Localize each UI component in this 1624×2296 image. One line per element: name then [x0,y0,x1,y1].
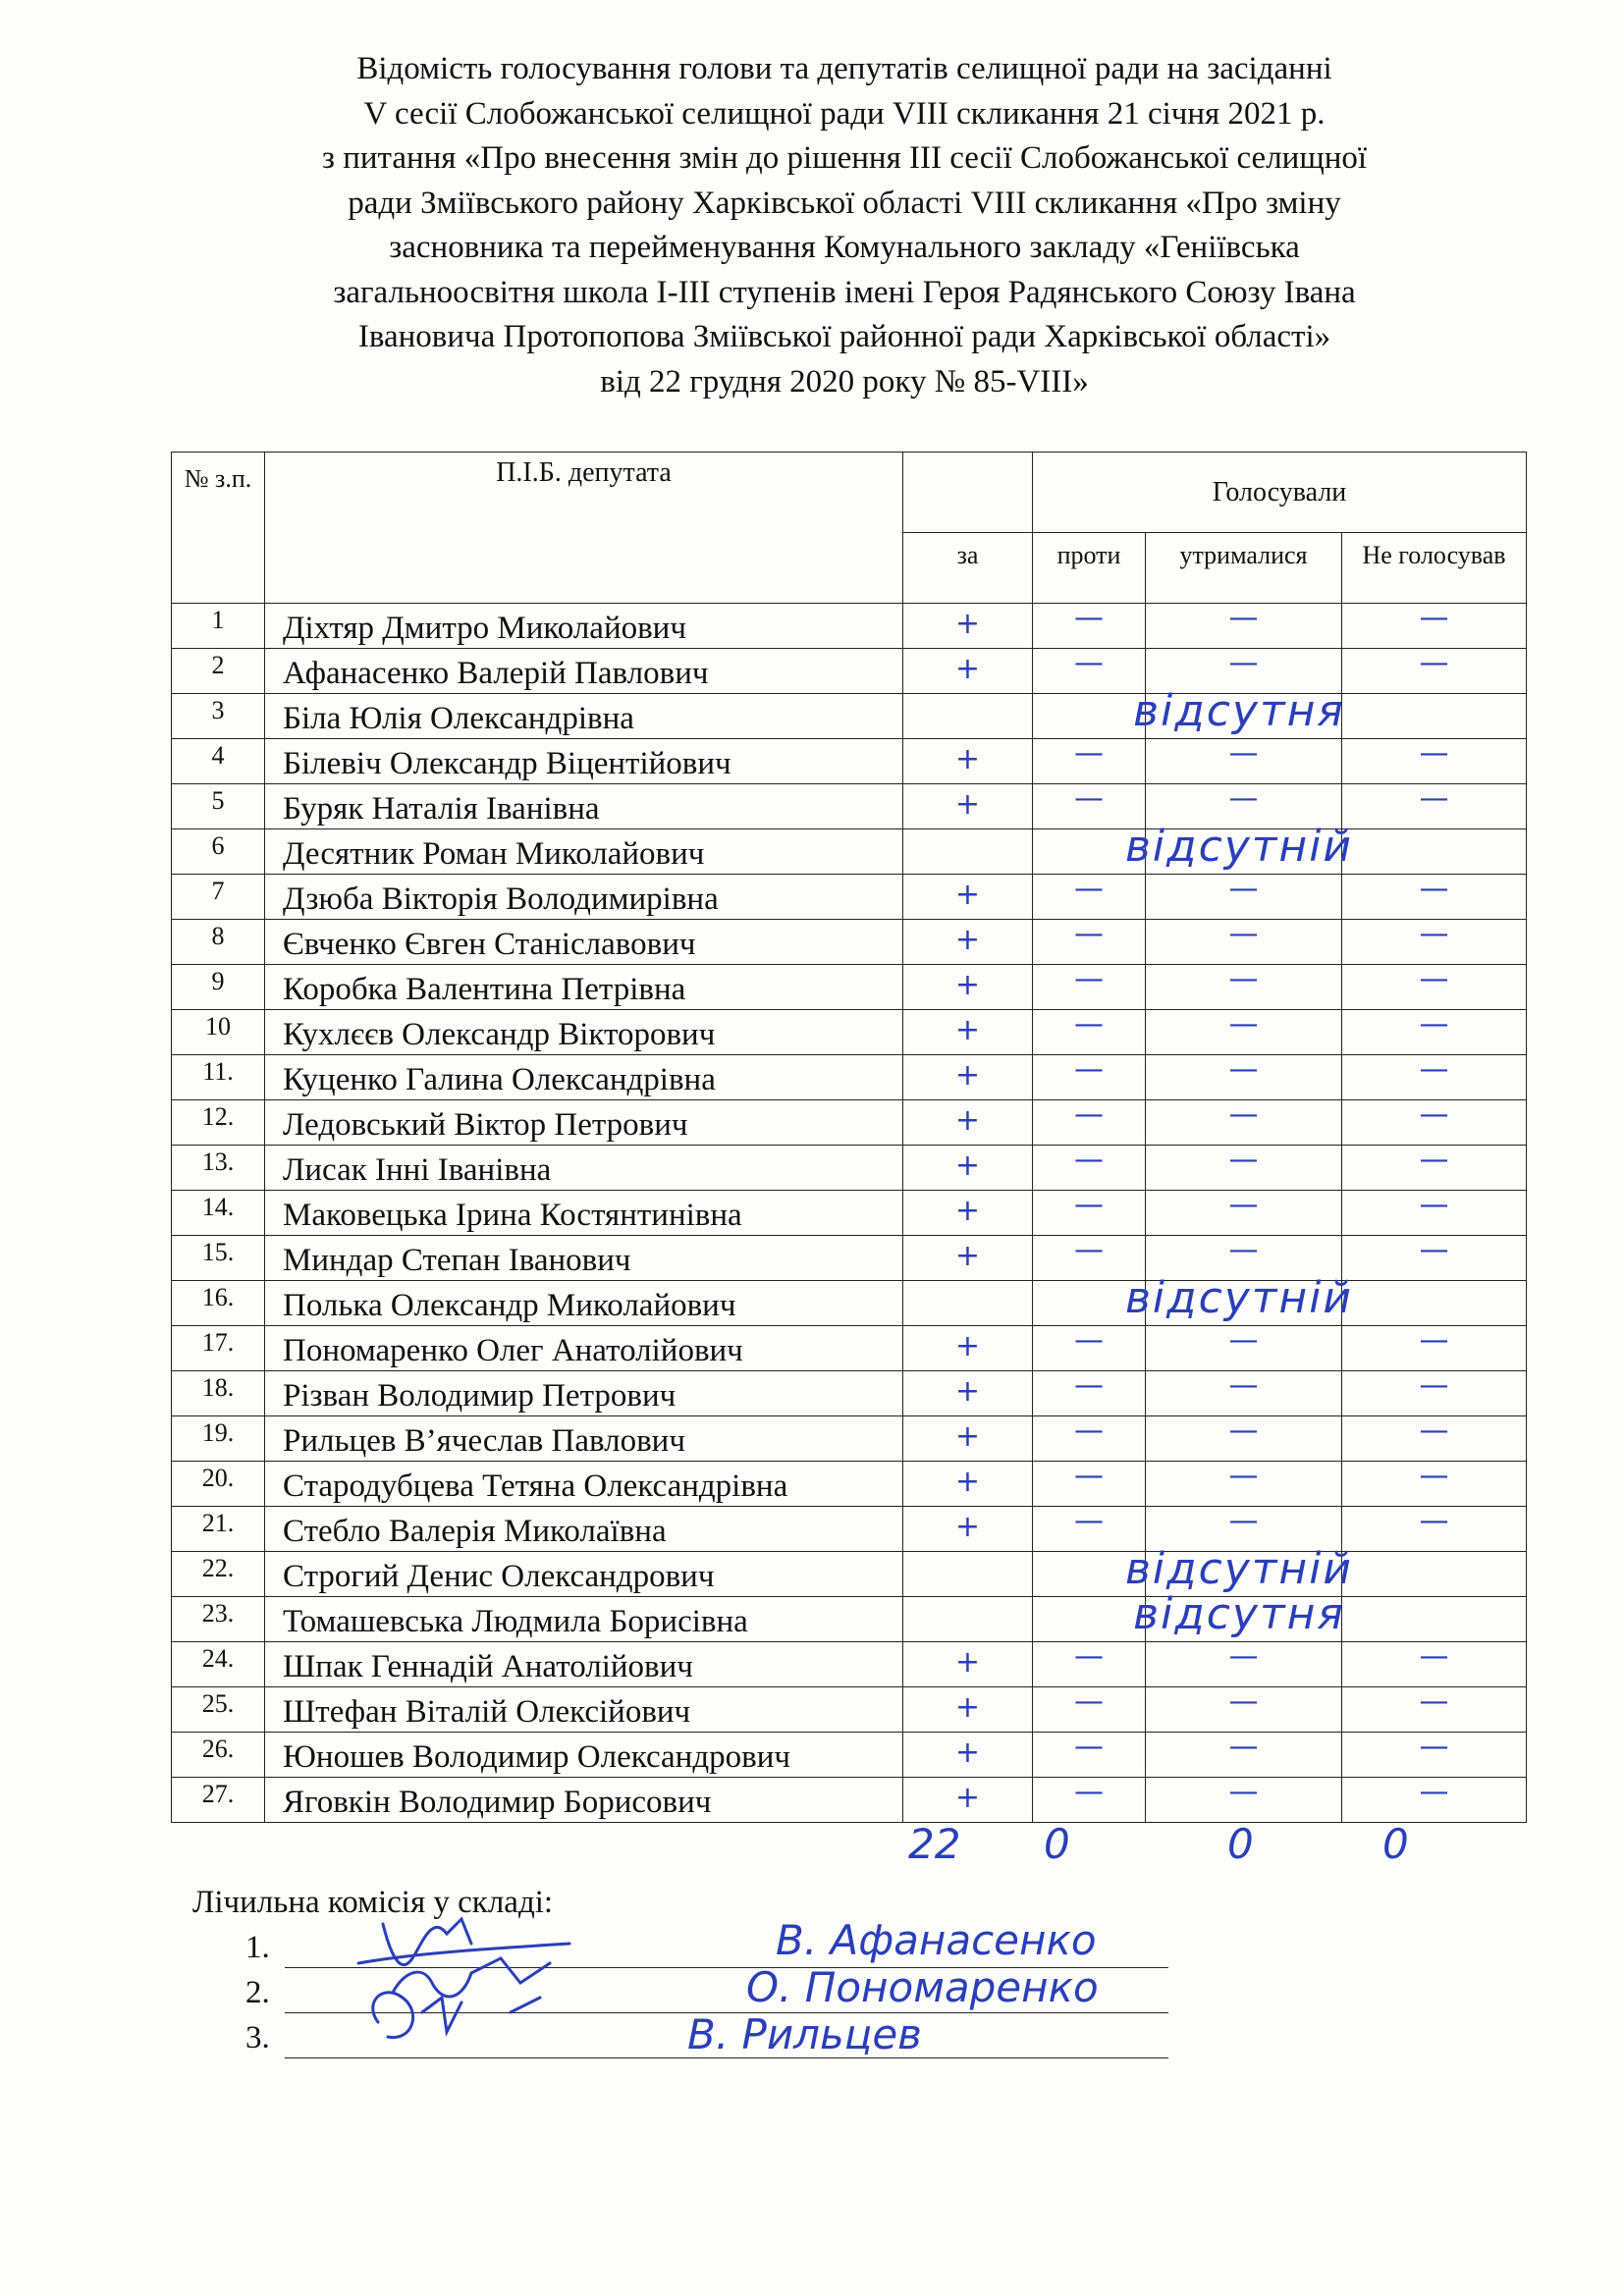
vote-mark: — [1228,1188,1259,1222]
row-number: 19. [172,1416,265,1462]
row-number: 1 [172,604,265,649]
vote-cell-against [1033,1188,1146,1236]
table-row [172,920,1527,965]
header-not-voted: Не голосував [1342,533,1527,604]
table-row [172,1462,1527,1507]
deputy-name: Дзюба Вікторія Володимирівна [265,875,903,920]
table-row [172,1191,1527,1236]
vote-mark: — [1419,1504,1449,1538]
vote-mark: — [1074,646,1104,680]
vote-mark: — [1419,1188,1449,1222]
vote-mark: + [954,742,981,776]
vote-mark: + [954,1690,981,1725]
vote-cell-against [1033,1730,1146,1778]
vote-mark: — [1228,1730,1259,1764]
vote-mark: — [1228,601,1259,635]
vote-mark: + [954,1781,981,1815]
vote-cell-not-voted [1342,1459,1527,1507]
vote-cell-against [1033,686,1345,739]
absent-mark: відсутня [1133,1589,1345,1639]
vote-cell-not-voted [1342,1597,1527,1642]
row-number: 2 [172,649,265,694]
vote-mark: — [1074,962,1104,996]
deputy-name: Стебло Валерія Миколаївна [265,1507,903,1552]
vote-cell-abstained [1146,736,1342,784]
vote-cell-against [1033,1589,1345,1642]
vote-mark: — [1228,1052,1259,1087]
vote-cell-not-voted [1342,1368,1527,1416]
vote-mark: — [1228,1639,1259,1674]
header-name: П.І.Б. депутата [265,453,903,604]
vote-cell-not-voted [1342,1233,1527,1281]
vote-cell-abstained [1146,917,1342,965]
vote-cell-abstained [1146,1281,1342,1326]
table-row [172,1010,1527,1055]
deputy-name: Десятник Роман Миколайович [265,829,903,875]
deputy-name: Шпак Геннадій Анатолійович [265,1642,903,1687]
vote-cell-for [903,1687,1033,1733]
vote-cell-against [1033,962,1146,1010]
row-number: 14. [172,1191,265,1236]
table-row [172,604,1527,649]
vote-mark: — [1074,1504,1104,1538]
vote-mark: — [1228,1459,1259,1493]
vote-cell-not-voted [1342,1097,1527,1146]
row-number: 4 [172,739,265,784]
member-name: В. Рильцев [687,2010,922,2058]
deputy-name: Пономаренко Олег Анатолійович [265,1326,903,1371]
vote-mark: — [1228,1323,1259,1358]
header-spacer [903,453,1033,533]
vote-cell-against [1033,1459,1146,1507]
member-name: В. Афанасенко [776,1916,1097,1964]
vote-mark: — [1074,1684,1104,1719]
vote-cell-abstained [1146,1459,1342,1507]
vote-mark: — [1419,601,1449,635]
vote-mark: — [1228,1368,1259,1403]
vote-mark: + [954,923,981,957]
vote-cell-for [903,875,1033,920]
vote-cell-against [1033,1544,1354,1597]
vote-mark: — [1419,1775,1449,1809]
vote-cell-against [1033,1143,1146,1191]
table-row [172,965,1527,1010]
vote-mark: + [954,787,981,822]
deputy-name: Кухлєєв Олександр Вікторович [265,1010,903,1055]
deputy-name: Стародубцева Тетяна Олександрівна [265,1462,903,1507]
vote-cell-for [903,1100,1033,1146]
vote-mark: — [1419,1233,1449,1267]
vote-mark: + [954,607,981,641]
row-number: 13. [172,1146,265,1191]
vote-mark: + [954,1013,981,1047]
vote-cell-against [1033,646,1146,694]
vote-cell-for [903,739,1033,784]
row-number: 6 [172,829,265,875]
member-number: 3. [245,2020,270,2056]
vote-cell-against [1033,1052,1146,1100]
vote-mark: — [1074,1639,1104,1674]
vote-cell-not-voted [1342,1281,1527,1326]
vote-mark: + [954,1194,981,1228]
vote-cell-for [903,1326,1033,1371]
vote-mark: — [1228,917,1259,951]
vote-mark: — [1074,1007,1104,1041]
vote-cell-abstained [1146,1684,1342,1733]
row-number: 11. [172,1055,265,1100]
vote-mark: — [1074,1323,1104,1358]
vote-mark: + [954,968,981,1002]
vote-mark: + [954,1103,981,1138]
member-number: 1. [245,1930,270,1965]
vote-mark: + [954,1374,981,1409]
vote-cell-abstained [1146,694,1342,739]
vote-mark: — [1419,1323,1449,1358]
vote-cell-for [903,1462,1033,1507]
absent-mark: відсутній [1124,1544,1354,1594]
vote-mark: — [1419,1639,1449,1674]
vote-cell-not-voted [1342,1684,1527,1733]
header-num: № з.п. [172,453,265,604]
member-number: 2. [245,1975,270,2010]
vote-cell-not-voted [1342,1416,1527,1462]
vote-mark: — [1074,1188,1104,1222]
vote-cell-not-voted [1342,829,1527,875]
deputy-name: Ледовський Віктор Петрович [265,1100,903,1146]
total-against: 0 [1044,1820,1070,1868]
header-against: проти [1033,533,1146,604]
vote-cell-abstained [1146,1416,1342,1462]
vote-cell-for [903,920,1033,965]
vote-cell-against [1033,1416,1146,1462]
vote-cell-abstained [1146,1730,1342,1778]
vote-cell-abstained [1146,1052,1342,1100]
deputy-name: Афанасенко Валерій Павлович [265,649,903,694]
vote-mark: — [1419,962,1449,996]
vote-mark: + [954,1510,981,1544]
vote-mark: — [1419,1459,1449,1493]
vote-mark: — [1074,1143,1104,1177]
row-number: 18. [172,1371,265,1416]
vote-cell-abstained [1146,1188,1342,1236]
vote-mark: — [1074,781,1104,816]
table-row [172,1371,1527,1416]
table-row [172,829,1527,875]
vote-mark: — [1419,736,1449,771]
vote-totals [0,1820,1624,1869]
vote-mark: — [1074,917,1104,951]
row-number: 17. [172,1326,265,1371]
vote-mark: — [1419,1097,1449,1132]
deputy-name: Буряк Наталія Іванівна [265,784,903,829]
member-name: О. Пономаренко [746,1963,1099,2011]
table-row [172,1642,1527,1687]
vote-mark: — [1228,1414,1259,1448]
vote-cell-abstained [1146,601,1342,649]
deputy-name: Рильцев В’ячеслав Павлович [265,1416,903,1462]
vote-cell-for [903,1191,1033,1236]
vote-mark: — [1074,1097,1104,1132]
vote-mark: + [954,1058,981,1093]
deputy-name: Біла Юлія Олександрівна [265,694,903,739]
row-number: 7 [172,875,265,920]
vote-cell-not-voted [1342,872,1527,920]
vote-cell-against [1033,1097,1146,1146]
row-number: 22. [172,1552,265,1597]
vote-cell-against [1033,917,1146,965]
vote-cell-for [903,1371,1033,1416]
absent-mark: відсутня [1133,686,1345,736]
vote-mark: + [954,1419,981,1454]
vote-mark: — [1419,646,1449,680]
vote-cell-for [903,1146,1033,1191]
title-line: Івановича Протопопова Зміївської районної ради Харківської області» [357,319,1331,354]
table-row [172,1597,1527,1642]
vote-cell-for [903,1416,1033,1462]
absent-mark: відсутній [1124,1273,1354,1323]
deputy-name: Білевіч Олександр Віцентійович [265,739,903,784]
vote-mark: — [1419,872,1449,906]
vote-mark: — [1419,1730,1449,1764]
vote-cell-abstained [1146,1143,1342,1191]
vote-mark: + [954,878,981,912]
vote-cell-against [1033,1368,1146,1416]
vote-cell-for [903,649,1033,694]
vote-cell-against [1033,872,1146,920]
vote-cell-against [1033,1639,1146,1687]
row-number: 21. [172,1507,265,1552]
vote-cell-abstained [1146,1007,1342,1055]
row-number: 26. [172,1733,265,1778]
vote-cell-against [1033,601,1146,649]
vote-cell-abstained [1146,1775,1342,1823]
title-line: ради Зміївського району Харківської області VIII скликання «Про зміну [348,185,1341,221]
vote-mark: — [1074,1052,1104,1087]
vote-mark: — [1419,1684,1449,1719]
row-number: 9 [172,965,265,1010]
vote-cell-not-voted [1342,646,1527,694]
vote-cell-not-voted [1342,1730,1527,1778]
vote-mark: — [1228,1504,1259,1538]
table-row [172,1146,1527,1191]
vote-cell-abstained [1146,1368,1342,1416]
vote-mark: + [954,1735,981,1770]
row-number: 8 [172,920,265,965]
vote-mark: — [1074,872,1104,906]
table-row [172,1281,1527,1326]
vote-mark: — [1074,1368,1104,1403]
vote-mark: + [954,1329,981,1363]
vote-cell-for [903,1507,1033,1552]
total-for: 22 [908,1820,961,1868]
row-number: 12. [172,1100,265,1146]
deputy-name: Яговкін Володимир Борисович [265,1778,903,1823]
vote-cell-against [1033,736,1146,784]
row-number: 24. [172,1642,265,1687]
deputy-name: Юношев Володимир Олександрович [265,1733,903,1778]
vote-mark: + [954,1148,981,1183]
table-row [172,1100,1527,1146]
vote-mark: + [954,1465,981,1499]
row-number: 16. [172,1281,265,1326]
vote-cell-for [903,1778,1033,1823]
deputy-name: Томашевська Людмила Борисівна [265,1597,903,1642]
vote-mark: — [1228,1684,1259,1719]
document-title [196,47,1492,404]
vote-cell-not-voted [1342,1007,1527,1055]
title-line: загальноосвітня школа І-ІІІ ступенів імені Героя Радянського Союзу Івана [333,274,1356,310]
table-row [172,694,1527,739]
vote-cell-not-voted [1342,781,1527,829]
vote-mark: — [1419,917,1449,951]
vote-cell-for [903,784,1033,829]
vote-cell-abstained [1146,829,1342,875]
vote-mark: — [1419,1007,1449,1041]
vote-mark: — [1419,1414,1449,1448]
table-row [172,1326,1527,1371]
vote-mark: — [1228,962,1259,996]
vote-mark: — [1228,646,1259,680]
vote-cell-not-voted [1342,1775,1527,1823]
vote-cell-abstained [1146,1323,1342,1371]
table-row [172,1778,1527,1823]
vote-mark: — [1419,1143,1449,1177]
vote-mark: — [1228,1097,1259,1132]
deputy-name: Маковецька Ірина Костянтинівна [265,1191,903,1236]
vote-cell-abstained [1146,1097,1342,1146]
vote-cell-against [1033,1684,1146,1733]
row-number: 25. [172,1687,265,1733]
vote-cell-abstained [1146,872,1342,920]
table-row [172,739,1527,784]
vote-mark: — [1228,781,1259,816]
vote-mark: — [1074,1233,1104,1267]
vote-cell-against [1033,1775,1146,1823]
deputy-name: Штефан Віталій Олексійович [265,1687,903,1733]
header-abstained: утрималися [1146,533,1342,604]
vote-cell-not-voted [1342,962,1527,1010]
row-number: 23. [172,1597,265,1642]
vote-mark: + [954,1645,981,1680]
vote-cell-not-voted [1342,1639,1527,1687]
vote-mark: — [1228,872,1259,906]
title-line: з питання «Про внесення змін до рішення ІІІ сесії Слобожанської селищної [321,140,1368,176]
table-row [172,1733,1527,1778]
vote-mark: — [1074,1730,1104,1764]
header-for: за [903,533,1033,604]
vote-cell-against [1033,1007,1146,1055]
vote-cell-for [903,965,1033,1010]
vote-cell-not-voted [1342,1504,1527,1552]
total-abstained: 0 [1227,1820,1254,1868]
title-line: від 22 грудня 2020 року № 85-VIII» [600,363,1089,400]
vote-cell-for [903,1236,1033,1281]
row-number: 5 [172,784,265,829]
deputy-name: Євченко Євген Станіславович [265,920,903,965]
vote-cell-abstained [1146,1639,1342,1687]
vote-cell-against [1033,822,1354,875]
vote-mark: — [1074,601,1104,635]
vote-mark: — [1228,1143,1259,1177]
deputy-name: Лисак Інні Іванівна [265,1146,903,1191]
header-voted: Голосували [1033,453,1527,533]
vote-mark: + [954,652,981,686]
row-number: 10 [172,1010,265,1055]
table-row [172,1055,1527,1100]
deputy-name: Куценко Галина Олександрівна [265,1055,903,1100]
vote-cell-not-voted [1342,917,1527,965]
vote-cell-against [1033,1323,1146,1371]
title-line: V сесії Слобожанської селищної ради VIII скликання 21 січня 2021 р. [363,95,1326,132]
vote-mark: — [1074,1414,1104,1448]
signature-scribbles [353,1904,668,2052]
vote-cell-for [903,1642,1033,1687]
vote-cell-not-voted [1342,1552,1527,1597]
vote-mark: — [1419,781,1449,816]
vote-cell-abstained [1146,962,1342,1010]
vote-mark: — [1074,736,1104,771]
vote-cell-abstained [1146,1597,1342,1642]
table-row [172,1416,1527,1462]
total-not-voted: 0 [1382,1820,1409,1868]
row-number: 20. [172,1462,265,1507]
deputy-name: Полька Олександр Миколайович [265,1281,903,1326]
vote-cell-against [1033,1273,1354,1326]
row-number: 27. [172,1778,265,1823]
table-row [172,1687,1527,1733]
row-number: 3 [172,694,265,739]
vote-mark: — [1228,1007,1259,1041]
vote-mark: — [1419,1052,1449,1087]
vote-cell-not-voted [1342,1052,1527,1100]
absent-mark: відсутній [1124,822,1354,872]
deputy-name: Різван Володимир Петрович [265,1371,903,1416]
commission-label: Лічильна комісія у складі: [192,1885,554,1920]
deputy-name: Коробка Валентина Петрівна [265,965,903,1010]
vote-cell-for [903,1055,1033,1100]
vote-cell-for [903,1010,1033,1055]
vote-mark: — [1228,1775,1259,1809]
vote-cell-not-voted [1342,601,1527,649]
vote-cell-for [903,604,1033,649]
vote-mark: — [1228,1233,1259,1267]
vote-mark: + [954,1239,981,1273]
deputy-name: Миндар Степан Іванович [265,1236,903,1281]
table-row [172,875,1527,920]
vote-mark: — [1228,736,1259,771]
vote-cell-not-voted [1342,1323,1527,1371]
deputy-name: Строгий Денис Олександрович [265,1552,903,1597]
title-line: засновника та перейменування Комунального закладу «Геніївська [389,230,1300,265]
vote-cell-not-voted [1342,1188,1527,1236]
vote-cell-not-voted [1342,1143,1527,1191]
deputy-name: Діхтяр Дмитро Миколайович [265,604,903,649]
vote-mark: — [1074,1459,1104,1493]
vote-cell-not-voted [1342,736,1527,784]
vote-cell-for [903,1733,1033,1778]
vote-mark: — [1074,1775,1104,1809]
title-line: Відомість голосування голови та депутатів селищної ради на засіданні [356,51,1332,86]
voting-table [171,452,1527,1823]
row-number: 15. [172,1236,265,1281]
vote-mark: — [1419,1368,1449,1403]
vote-cell-not-voted [1342,694,1527,739]
